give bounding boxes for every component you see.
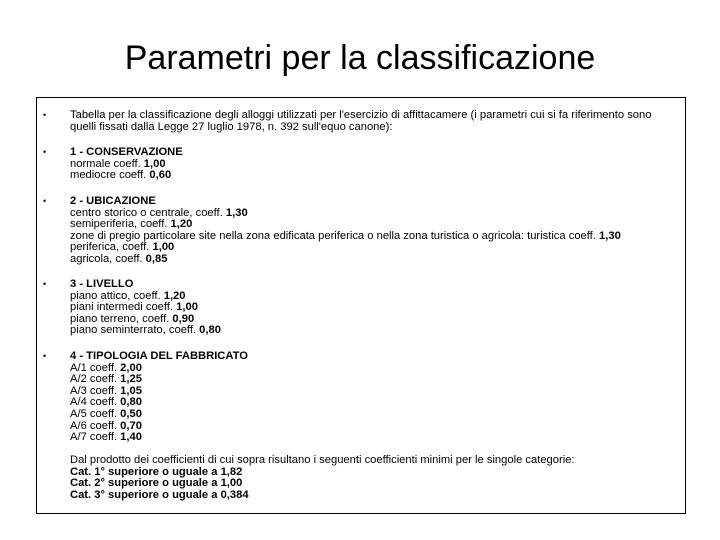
coeff-row: A/4 coeff. 0,80 [70,396,142,409]
coeff-row: A/1 coeff. 2,00 [70,361,142,374]
coeff-row: normale coeff. 1,00 [70,157,166,170]
coeff-row: piano seminterrato, coeff. 0,80 [70,324,221,337]
coeff-row: A/2 coeff. 1,25 [70,373,142,386]
coeff-row: centro storico o centrale, coeff. 1,30 [70,206,248,219]
coeff-row: A/6 coeff. 0,70 [70,419,142,432]
bullet: • [43,147,47,157]
coeff-row: zone di pregio particolare site nella zona edificata periferica o nella zona turistica o agricola: turistica coeff. 1,30 [70,229,621,242]
conclusion-text: Dal prodotto dei coefficienti di cui sopra risultano i seguenti coefficienti minimi per le singole categorie: [70,454,575,466]
coeff-row: semiperiferia, coeff. 1,20 [70,218,193,231]
coeff-row: periferica, coeff. 1,00 [70,241,175,254]
page-title: Parametri per la classificazione [124,39,596,77]
category-row: Cat. 2° superiore o uguale a 1,00 [70,477,243,490]
coeff-row: A/3 coeff. 1,05 [70,384,142,397]
section-heading: 4 - TIPOLOGIA DEL FABBRICATO [70,350,248,362]
coeff-row: piani intermedi coeff. 1,00 [70,301,198,314]
coeff-row: A/5 coeff. 0,50 [70,407,142,420]
bullet: • [43,351,47,361]
bullet: • [43,279,47,289]
coeff-row: mediocre coeff. 0,60 [70,169,172,182]
intro-text: Tabella per la classificazione degli alloggi utilizzati per l'esercizio di affittacamere (i parametri cui si fa riferimento sono quelli fissati dalla Legge 27 luglio 1978, n. 392 sull'equo canone): [70,109,652,133]
content-box [36,97,686,514]
bullet: • [43,196,47,206]
coeff-row: piano attico, coeff. 1,20 [70,289,186,302]
coeff-row: agricola, coeff. 0,85 [70,252,168,265]
category-row: Cat. 1° superiore o uguale a 1,82 [70,465,243,478]
bullet: • [43,110,47,120]
coeff-row: A/7 coeff. 1,40 [70,431,142,444]
conclusion-block [70,455,675,501]
category-row: Cat. 3° superiore o uguale a 0,384 [70,488,249,501]
coeff-row: piano terreno, coeff. 0,90 [70,312,195,325]
section-heading: 1 - CONSERVAZIONE [70,146,183,158]
section-heading: 3 - LIVELLO [70,278,134,290]
section-heading: 2 - UBICAZIONE [70,195,156,207]
